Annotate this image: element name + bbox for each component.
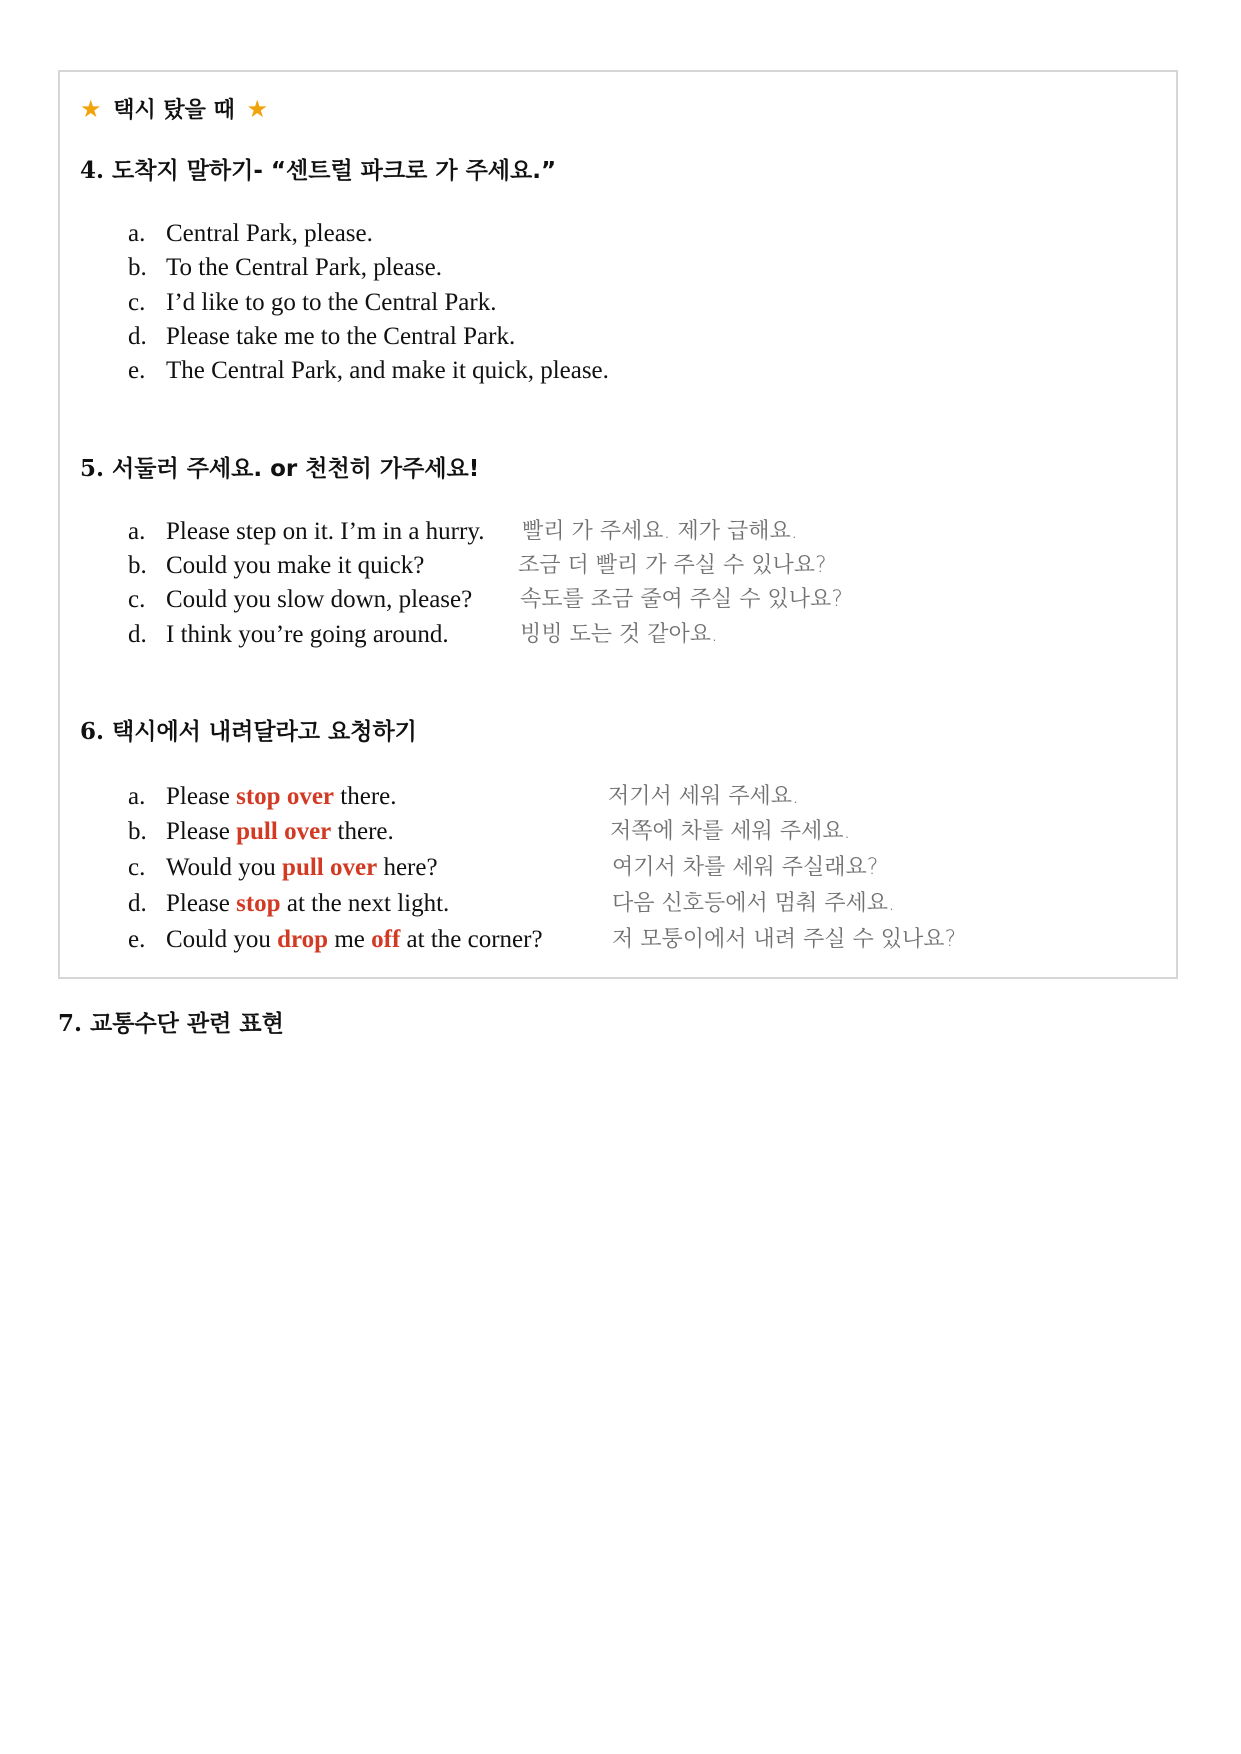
phrase-text: Would you: [166, 854, 283, 881]
highlighted-phrase: pull over: [282, 854, 378, 881]
list-marker: e.: [128, 357, 146, 384]
phrase-text: Please: [166, 818, 237, 845]
list-marker: b.: [128, 254, 147, 281]
section-5-heading: [80, 452, 479, 486]
phrase-text: here?: [377, 854, 438, 881]
list-marker: e.: [128, 926, 146, 953]
highlighted-phrase: stop: [236, 890, 281, 917]
box-title: [80, 92, 268, 128]
phrase-text: Please: [166, 890, 237, 917]
english-phrase: [166, 887, 449, 921]
highlighted-phrase: off: [371, 926, 401, 953]
list-marker: d.: [128, 323, 147, 350]
star-icon: ★: [80, 95, 102, 123]
english-phrase: To the Central Park, please.: [166, 254, 442, 281]
korean-translation: 빙빙 도는 것 같아요.: [520, 622, 718, 647]
english-phrase: Could you make it quick?: [166, 552, 425, 579]
english-phrase: Could you slow down, please?: [166, 586, 473, 613]
section-6-number: 6.: [80, 718, 105, 745]
section-4-title: 도착지 말하기- “센트럴 파크로 가 주세요.”: [112, 158, 557, 184]
korean-translation: 저기서 세워 주세요.: [608, 784, 799, 809]
english-phrase: [166, 780, 397, 814]
english-phrase: I think you’re going around.: [166, 621, 449, 648]
box-title-text: 택시 탔을 때: [113, 98, 235, 123]
korean-translation: 여기서 차를 세워 주실래요?: [612, 855, 879, 880]
list-marker: c.: [128, 854, 146, 881]
list-marker: a.: [128, 783, 146, 810]
section-7-heading: [58, 1007, 284, 1041]
list-marker: a.: [128, 518, 146, 545]
phrase-text: there.: [334, 783, 397, 810]
section-5-number: 5.: [80, 455, 105, 482]
korean-translation: 다음 신호등에서 멈춰 주세요.: [612, 891, 895, 916]
english-phrase: I’d like to go to the Central Park.: [166, 289, 497, 316]
list-marker: a.: [128, 220, 146, 247]
list-marker: c.: [128, 586, 146, 613]
section-7-number: 7.: [58, 1010, 83, 1037]
english-phrase: Central Park, please.: [166, 220, 373, 247]
korean-translation: 속도를 조금 줄여 주실 수 있나요?: [520, 587, 843, 612]
phrase-text: Could you: [166, 926, 278, 953]
highlighted-phrase: stop over: [236, 783, 335, 810]
section-7-title: 교통수단 관련 표현: [90, 1011, 284, 1037]
korean-translation: 빨리 가 주세요. 제가 급해요.: [522, 519, 798, 544]
list-marker: c.: [128, 289, 146, 316]
section-5-title: 서둘러 주세요. or 천천히 가주세요!: [112, 456, 480, 482]
highlighted-phrase: drop: [277, 926, 329, 953]
english-phrase: The Central Park, and make it quick, please.: [166, 357, 609, 384]
korean-translation: 저쪽에 차를 세워 주세요.: [610, 819, 851, 844]
section-6-heading: [80, 715, 417, 749]
korean-translation: 조금 더 빨리 가 주실 수 있나요?: [518, 553, 827, 578]
list-marker: d.: [128, 621, 147, 648]
list-marker: b.: [128, 552, 147, 579]
phrase-text: at the next light.: [280, 890, 450, 917]
phrase-text: me: [328, 926, 372, 953]
phrase-text: Please: [166, 783, 237, 810]
korean-translation: 저 모퉁이에서 내려 주실 수 있나요?: [612, 927, 957, 952]
english-phrase: Please step on it. I’m in a hurry.: [166, 518, 485, 545]
section-4-number: 4.: [80, 157, 105, 184]
list-marker: b.: [128, 818, 147, 845]
english-phrase: [166, 851, 438, 885]
phrase-text: at the corner?: [400, 926, 543, 953]
section-4-heading: [80, 154, 556, 188]
list-marker: d.: [128, 890, 147, 917]
star-icon: ★: [246, 95, 268, 123]
section-6-title: 택시에서 내려달라고 요청하기: [112, 719, 417, 745]
english-phrase: Please take me to the Central Park.: [166, 323, 516, 350]
english-phrase: [166, 923, 543, 957]
phrase-text: there.: [331, 818, 394, 845]
english-phrase: [166, 815, 394, 849]
highlighted-phrase: pull over: [236, 818, 332, 845]
